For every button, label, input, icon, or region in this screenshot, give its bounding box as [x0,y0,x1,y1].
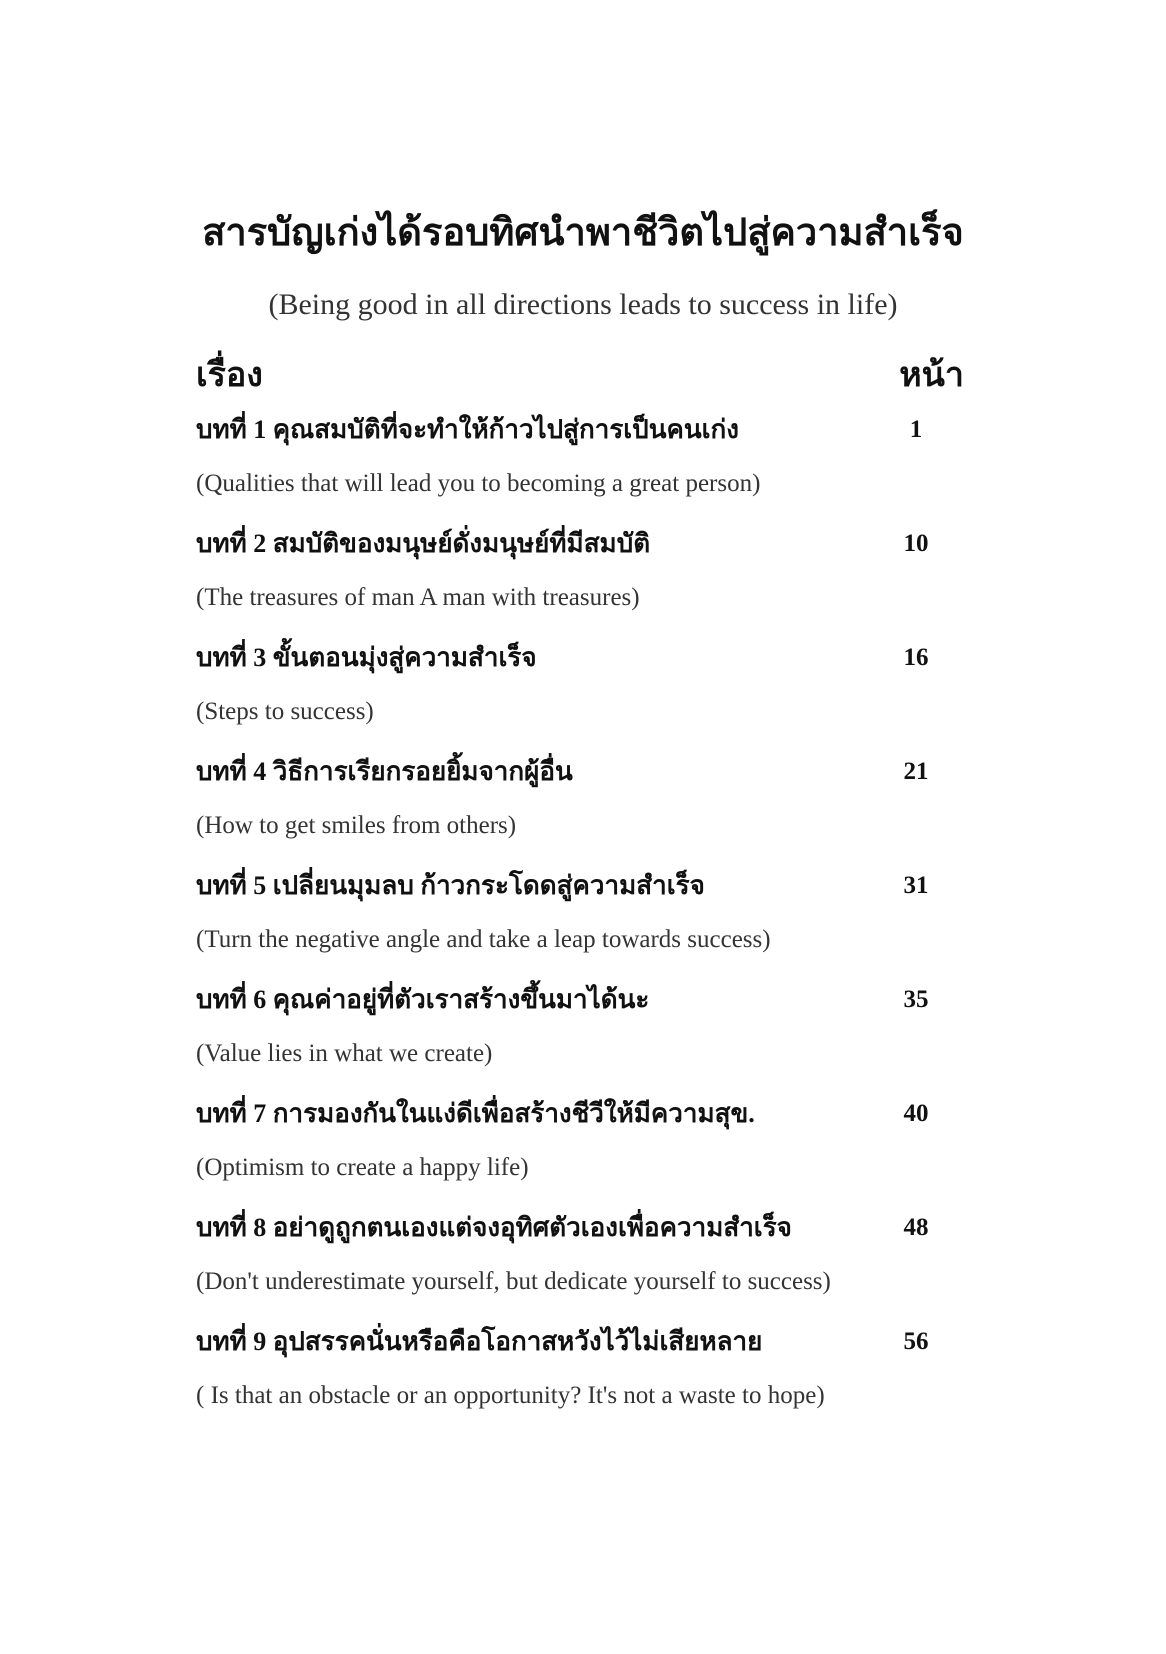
toc-entry-page: 21 [903,758,929,785]
toc-entry-english: (The treasures of man A man with treasures) [196,584,640,611]
toc-entry-1[interactable] [196,410,966,524]
toc-entry-title: บทที่ 3 ขั้นตอนมุ่งสู่ความสำเร็จ [196,643,537,672]
toc-entry-page: 1 [909,416,923,443]
toc-list [196,410,966,1436]
toc-entry-page: 48 [903,1214,929,1241]
toc-entry-title: บทที่ 5 เปลี่ยนมุมลบ ก้าวกระโดดสู่ความสำเร็จ [196,871,705,900]
page-subtitle: (Being good in all directions leads to success in life) [268,288,898,321]
toc-header-topic: เรื่อง [196,357,263,394]
toc-entry-page: 31 [903,872,929,899]
toc-header [196,352,964,400]
toc-entry-5[interactable] [196,866,966,980]
toc-entry-title: บทที่ 9 อุปสรรคนั่นหรือคือโอกาสหวังไว้ไม่เสียหลาย [196,1327,763,1356]
toc-entry-4[interactable] [196,752,966,866]
toc-header-page: หน้า [899,357,964,394]
toc-entry-page: 10 [903,530,929,557]
toc-entry-english: (Value lies in what we create) [196,1040,493,1067]
toc-entry-english: (How to get smiles from others) [196,812,517,839]
toc-entry-title: บทที่ 8 อย่าดูถูกตนเองแต่จงอุทิศตัวเองเพื่อความสำเร็จ [196,1213,792,1242]
toc-entry-title: บทที่ 2 สมบัติของมนุษย์ดั่งมนุษย์ที่มีสมบัติ [196,529,651,558]
toc-entry-page: 56 [903,1328,929,1355]
toc-entry-english: (Qualities that will lead you to becoming a great person) [196,470,761,497]
toc-entry-english: (Optimism to create a happy life) [196,1154,529,1181]
toc-entry-title: บทที่ 1 คุณสมบัติที่จะทำให้ก้าวไปสู่การเป็นคนเก่ง [196,415,739,444]
toc-entry-8[interactable] [196,1208,966,1322]
toc-entry-3[interactable] [196,638,966,752]
toc-entry-7[interactable] [196,1094,966,1208]
toc-entry-english: ( Is that an obstacle or an opportunity? It's not a waste to hope) [196,1382,825,1409]
toc-entry-english: (Turn the negative angle and take a leap towards success) [196,926,771,953]
toc-entry-6[interactable] [196,980,966,1094]
toc-entry-page: 35 [903,986,929,1013]
toc-entry-page: 40 [903,1100,929,1127]
page-title: สารบัญเก่งได้รอบทิศนำพาชีวิตไปสู่ความสำเร็จ [202,212,964,254]
toc-entry-2[interactable] [196,524,966,638]
toc-entry-page: 16 [903,644,929,671]
toc-entry-title: บทที่ 7 การมองกันในแง่ดีเพื่อสร้างชีวีให้มีความสุข. [196,1099,755,1128]
toc-entry-9[interactable] [196,1322,966,1436]
toc-entry-title: บทที่ 6 คุณค่าอยู่ที่ตัวเราสร้างขึ้นมาได้นะ [196,985,650,1014]
toc-entry-english: (Steps to success) [196,698,374,725]
toc-entry-english: (Don't underestimate yourself, but dedicate yourself to success) [196,1268,831,1295]
toc-entry-title: บทที่ 4 วิธีการเรียกรอยยิ้มจากผู้อื่น [196,757,573,786]
